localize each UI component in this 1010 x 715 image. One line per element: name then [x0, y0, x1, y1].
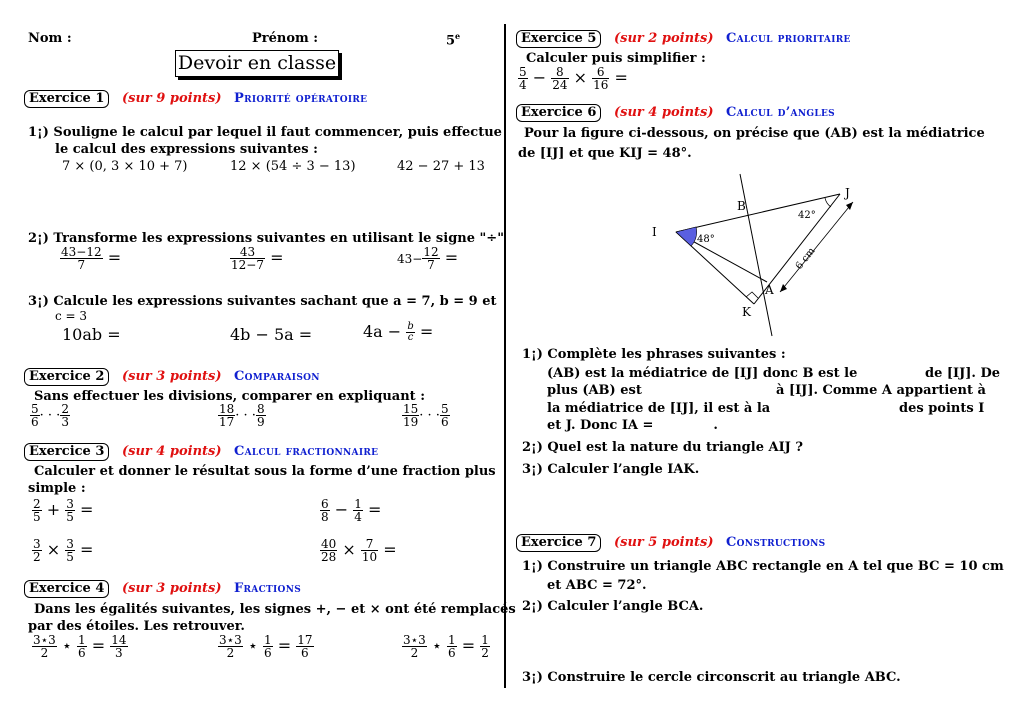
- ex4-eq3: $\frac{3⋆3}{2}$ ⋆ $\frac{1}{6}$ = $\frac{1}{2}$: [403, 633, 489, 660]
- ex3-label: Exercice 3: [24, 443, 109, 461]
- ex7-q1: 1¡) Construire un triangle ABC rectangle en A tel que BC = 10 cm: [522, 559, 1004, 574]
- right-angle-k: [746, 292, 758, 298]
- column-divider: [504, 24, 506, 688]
- label-b: B: [737, 199, 746, 213]
- ex6-l4: et J. Donc IA = .: [547, 418, 718, 433]
- ex3-calc2: $\frac{6}{8}$ − $\frac{1}{4}$ =: [321, 497, 382, 524]
- ex4-topic: Fractions: [234, 581, 302, 596]
- ex6-l2b: à [IJ]. Comme A appartient à: [776, 383, 986, 398]
- ex7-points: (sur 5 points): [614, 535, 714, 550]
- ex4-label: Exercice 4: [24, 580, 109, 598]
- ex1-points: (sur 9 points): [122, 91, 222, 106]
- ex1-expr3: 42 − 27 + 13: [397, 159, 485, 174]
- ex3-calc3: $\frac{3}{2}$ × $\frac{3}{5}$ =: [33, 537, 94, 564]
- ex1-q1: 1¡) Souligne le calcul par lequel il faut commencer, puis effectue: [28, 125, 502, 140]
- classe-label: 5e: [446, 31, 461, 49]
- ex3-calc4: $\frac{40}{28}$ × $\frac{7}{10}$ =: [321, 537, 397, 564]
- angle-j-marker: [825, 198, 831, 207]
- ex6-l3a: la médiatrice de [IJ], il est à la: [547, 401, 771, 416]
- ex5-text: Calculer puis simplifier :: [526, 51, 706, 66]
- ex1-frac2: $\frac{43}{12-7}$ =: [231, 245, 284, 272]
- ex4-eq1: $\frac{3⋆3}{2}$ ⋆ $\frac{1}{6}$ = $\frac{14}{3}$: [33, 633, 127, 660]
- ex6-text1: Pour la figure ci-dessous, on précise que (AB) est la médiatrice: [524, 126, 985, 141]
- ex2-label: Exercice 2: [24, 368, 109, 386]
- ex7-q2: 2¡) Calculer l’angle BCA.: [522, 599, 704, 614]
- ex7-q3: 3¡) Construire le cercle circonscrit au triangle ABC.: [522, 670, 901, 685]
- ex4-points: (sur 3 points): [122, 581, 222, 596]
- ex6-label: Exercice 6: [516, 104, 601, 122]
- ex6-points: (sur 4 points): [614, 105, 714, 120]
- ex2-text: Sans effectuer les divisions, comparer en expliquant :: [34, 389, 425, 404]
- ex5-expr: $\frac{5}{4}$ − $\frac{8}{24}$ × $\frac{6}{16}$ =: [519, 65, 628, 92]
- ex1-q1b: le calcul des expressions suivantes :: [55, 142, 318, 157]
- triangle-figure: [640, 170, 880, 340]
- prenom-label: Prénom :: [252, 31, 319, 46]
- label-j: J: [845, 186, 850, 200]
- ex1-expr2: 12 × (54 ÷ 3 − 13): [230, 159, 356, 174]
- ex2-points: (sur 3 points): [122, 369, 222, 384]
- ex6-l1a: (AB) est la médiatrice de [IJ] donc B est le: [547, 366, 858, 381]
- ex5-topic: Calcul prioritaire: [726, 31, 851, 46]
- ex6-q1: 1¡) Complète les phrases suivantes :: [522, 347, 786, 362]
- ex5-label: Exercice 5: [516, 30, 601, 48]
- label-a: A: [765, 283, 774, 297]
- ex2-comp1: $\frac{5}{6}$ · · · $\frac{2}{3}$: [31, 402, 69, 429]
- ex1-q3b: c = 3: [55, 309, 88, 323]
- page-title: Devoir en classe: [175, 50, 339, 77]
- ex2-topic: Comparaison: [234, 369, 320, 384]
- dimension-line: [780, 202, 853, 292]
- label-length: 6 cm: [793, 245, 818, 272]
- ex1-e3: 4a − $\frac{b}{c}$ =: [363, 321, 434, 343]
- ex7-q1b: et ABC = 72°.: [547, 578, 647, 593]
- label-angle-j: 42°: [798, 210, 816, 221]
- ex6-l2a: plus (AB) est: [547, 383, 642, 398]
- ex1-q2: 2¡) Transforme les expressions suivantes en utilisant le signe "÷": [28, 231, 504, 246]
- ex6-q2: 2¡) Quel est la nature du triangle AIJ ?: [522, 440, 803, 455]
- ex3-text2: simple :: [28, 481, 86, 496]
- label-angle-i: 48°: [697, 234, 715, 245]
- ex4-text2: par des étoiles. Les retrouver.: [28, 619, 245, 634]
- ex3-text1: Calculer et donner le résultat sous la forme d’une fraction plus: [34, 464, 496, 479]
- angle-i-marker: [676, 227, 697, 246]
- ex6-l1b: de [IJ]. De: [925, 366, 1001, 381]
- label-k: K: [742, 305, 751, 319]
- ex3-calc1: $\frac{2}{5}$ + $\frac{3}{5}$ =: [33, 497, 94, 524]
- ex2-comp3: $\frac{15}{19}$ · · · $\frac{5}{6}$: [403, 402, 449, 429]
- ex1-label: Exercice 1: [24, 90, 109, 108]
- ex5-points: (sur 2 points): [614, 31, 714, 46]
- ex3-topic: Calcul fractionnaire: [234, 444, 379, 459]
- ex7-label: Exercice 7: [516, 534, 601, 552]
- ex2-comp2: $\frac{18}{17}$ · · · $\frac{8}{9}$: [219, 402, 265, 429]
- ex1-q3: 3¡) Calcule les expressions suivantes sachant que a = 7, b = 9 et: [28, 294, 497, 309]
- ex4-text1: Dans les égalités suivantes, les signes +, − et × ont été remplacés: [34, 602, 516, 617]
- ex6-text2: de [IJ] et que KIJ = 48°.: [518, 146, 692, 161]
- ex6-q3: 3¡) Calculer l’angle IAK.: [522, 462, 700, 477]
- ex1-frac3: 43− $\frac{12}{7}$ =: [397, 245, 459, 272]
- ex1-expr1: 7 × (0, 3 × 10 + 7): [62, 159, 188, 174]
- label-i: I: [652, 225, 657, 239]
- ex4-eq2: $\frac{3⋆3}{2}$ ⋆ $\frac{1}{6}$ = $\frac{17}{6}$: [219, 633, 313, 660]
- ex1-e1: 10ab =: [62, 325, 121, 344]
- ex1-frac1: $\frac{43-12}{7}$ =: [61, 245, 122, 272]
- nom-label: Nom :: [28, 31, 72, 46]
- ex7-topic: Constructions: [726, 535, 826, 550]
- ex1-e2: 4b − 5a =: [230, 325, 313, 344]
- ex1-topic: Priorité opératoire: [234, 91, 368, 106]
- ex3-points: (sur 4 points): [122, 444, 222, 459]
- ex6-topic: Calcul d’angles: [726, 105, 835, 120]
- ex6-l3b: des points I: [899, 401, 985, 416]
